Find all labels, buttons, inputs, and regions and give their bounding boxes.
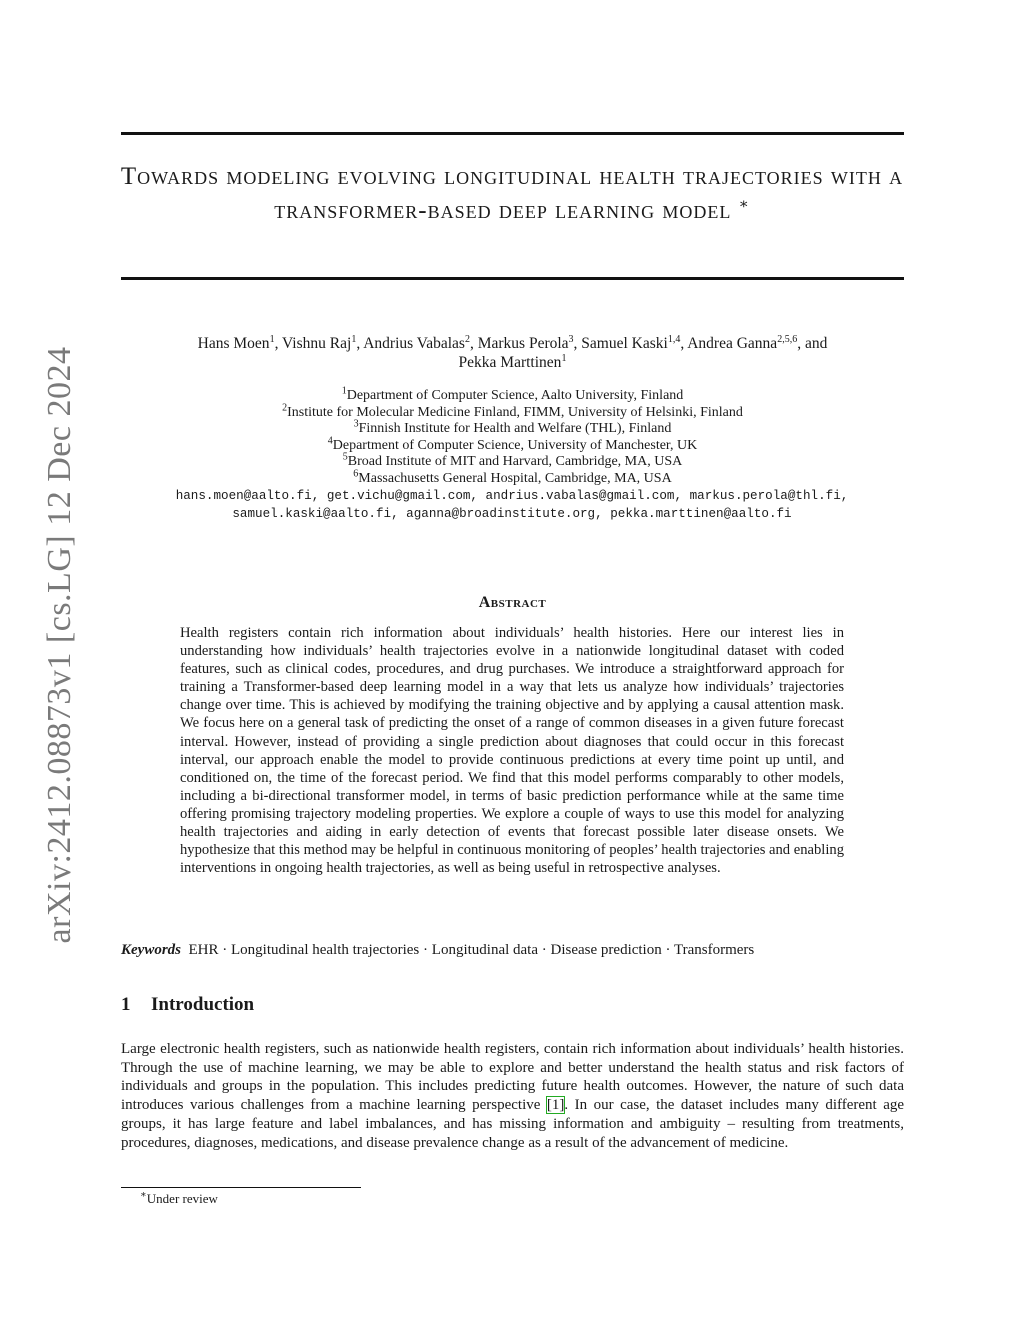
paper-title-text: Towards modeling evolving longitudinal health trajectories with a transformer-based deep learning model bbox=[120, 163, 904, 224]
author-name: Andrius Vabalas$^2$ bbox=[363, 333, 470, 352]
footnote-text: Under review bbox=[146, 1191, 218, 1206]
keyword-item: EHR bbox=[188, 942, 219, 958]
footnote-mark: ∗ bbox=[140, 1189, 147, 1201]
keywords-label: Keywords bbox=[121, 942, 181, 958]
keywords-line: Keywords EHR · Longitudinal health trajectories · Longitudinal data · Disease prediction · Transformers bbox=[121, 942, 755, 958]
keyword-item: Transformers bbox=[673, 942, 755, 958]
author-name: Andrea Ganna$^{2,5,6}$ bbox=[687, 333, 798, 352]
introduction-paragraph: Large electronic health registers, such as nationwide health registers, contain rich information about individuals’ health histories. Through the use of machine learning, we may be able to explore and better understand the health status and risk factors of individuals and groups in the population. This includes predicting future health outcomes. However, the nature of such data introduces various challenges from a machine learning perspective [1]. In our case, the dataset includes many different age groups, it has large feature and label imbalances, and has missing information and ambiguity – resulting from treatments, procedures, diagnoses, medications, and disease prevalence change as a result of the advancement of medicine. bbox=[121, 1041, 905, 1151]
author-list: Hans Moen$^1$, Vishnu Raj$^1$, Andrius Vabalas$^2$, Markus Perola$^3$, Samuel Kaski$^{1,4}$, Andrea Ganna$^{2,5,6}$, and Pekka Marttinen$^1$ bbox=[197, 333, 828, 371]
footnote bbox=[140, 1191, 218, 1207]
arxiv-side-stamp: arXiv:2412.08873v1 [cs.LG] 12 Dec 2024 bbox=[41, 346, 78, 944]
author-emails bbox=[110, 487, 914, 523]
section-number: 1 bbox=[121, 994, 131, 1015]
section-heading-introduction bbox=[121, 994, 254, 1016]
paper-title bbox=[110, 160, 914, 228]
title-top-rule bbox=[121, 132, 904, 135]
affiliation-line: $^3$Finnish Institute for Health and Welfare (THL), Finland bbox=[353, 418, 672, 437]
author-name: Samuel Kaski$^{1,4}$ bbox=[581, 333, 681, 352]
abstract-body: Health registers contain rich information about individuals’ health histories. Here our interest lies in understanding how individuals’ health trajectories evolve in a nationwide longitudinal dataset with coded features, such as clinical codes, procedures, and drug purchases. We introduce a straightforward approach for training a Transformer-based deep learning model in a way that lets us analyze how individuals’ trajectories change over time. This is achieved by modifying the training objective and by applying a causal attention mask. We focus here on a general task of predicting the onset of a range of common diseases in a given future forecast interval. However, instead of providing a single prediction about diagnoses that could occur in this forecast interval, our approach enable the model to provide continuous predictions at every time point up until, and conditioned on, the time of the forecast period. We find that this model performs comparably to other models, including a bi-directional transformer model, in terms of basic prediction performance while at the same time offering promising trajectory modeling properties. We explore a couple of ways to use this model for analyzing health trajectories and aiding in early detection of events that forecast possible later disease onsets. We hypothesize that this method may be helpful in continuous monitoring of peoples’ health trajectories and enabling interventions in ongoing health trajectories, as well as being useful in retrospective analyses. bbox=[180, 625, 844, 877]
citation-link[interactable]: [1] bbox=[546, 1097, 565, 1114]
keyword-item: Longitudinal health trajectories bbox=[231, 942, 420, 958]
title-bottom-rule bbox=[121, 277, 904, 280]
authors-conjunction: and bbox=[804, 335, 828, 352]
author-name: Hans Moen$^1$ bbox=[197, 333, 275, 352]
affiliation-list bbox=[121, 385, 904, 488]
section-title: Introduction bbox=[151, 994, 255, 1015]
affiliation-line: $^2$Institute for Molecular Medicine Finland, FIMM, University of Helsinki, Finland bbox=[282, 401, 743, 420]
author-name: Markus Perola$^3$ bbox=[477, 333, 574, 352]
email-line: samuel.kaski@aalto.fi, aganna@broadinstitute.org, pekka.marttinen@aalto.fi bbox=[232, 507, 792, 521]
affiliation-line: $^5$Broad Institute of MIT and Harvard, Cambridge, MA, USA bbox=[342, 451, 683, 470]
author-name: Vishnu Raj$^1$ bbox=[282, 333, 357, 352]
affiliation-line: $^4$Department of Computer Science, University of Manchester, UK bbox=[327, 435, 698, 453]
author-name: Pekka Marttinen$^1$ bbox=[458, 352, 567, 371]
keyword-item: Longitudinal data bbox=[431, 942, 539, 958]
keyword-item: Disease prediction bbox=[550, 942, 662, 958]
title-footnote-mark: ∗ bbox=[738, 196, 750, 213]
footnote-rule bbox=[121, 1187, 361, 1188]
affiliation-line: $^6$Massachusetts General Hospital, Cambridge, MA, USA bbox=[353, 468, 672, 486]
abstract-heading: Abstract bbox=[478, 594, 547, 611]
affiliation-line: $^1$Department of Computer Science, Aalto University, Finland bbox=[341, 385, 684, 403]
email-line: hans.moen@aalto.fi, get.vichu@gmail.com, andrius.vabalas@gmail.com, markus.perola@thl.fi, bbox=[175, 489, 849, 503]
